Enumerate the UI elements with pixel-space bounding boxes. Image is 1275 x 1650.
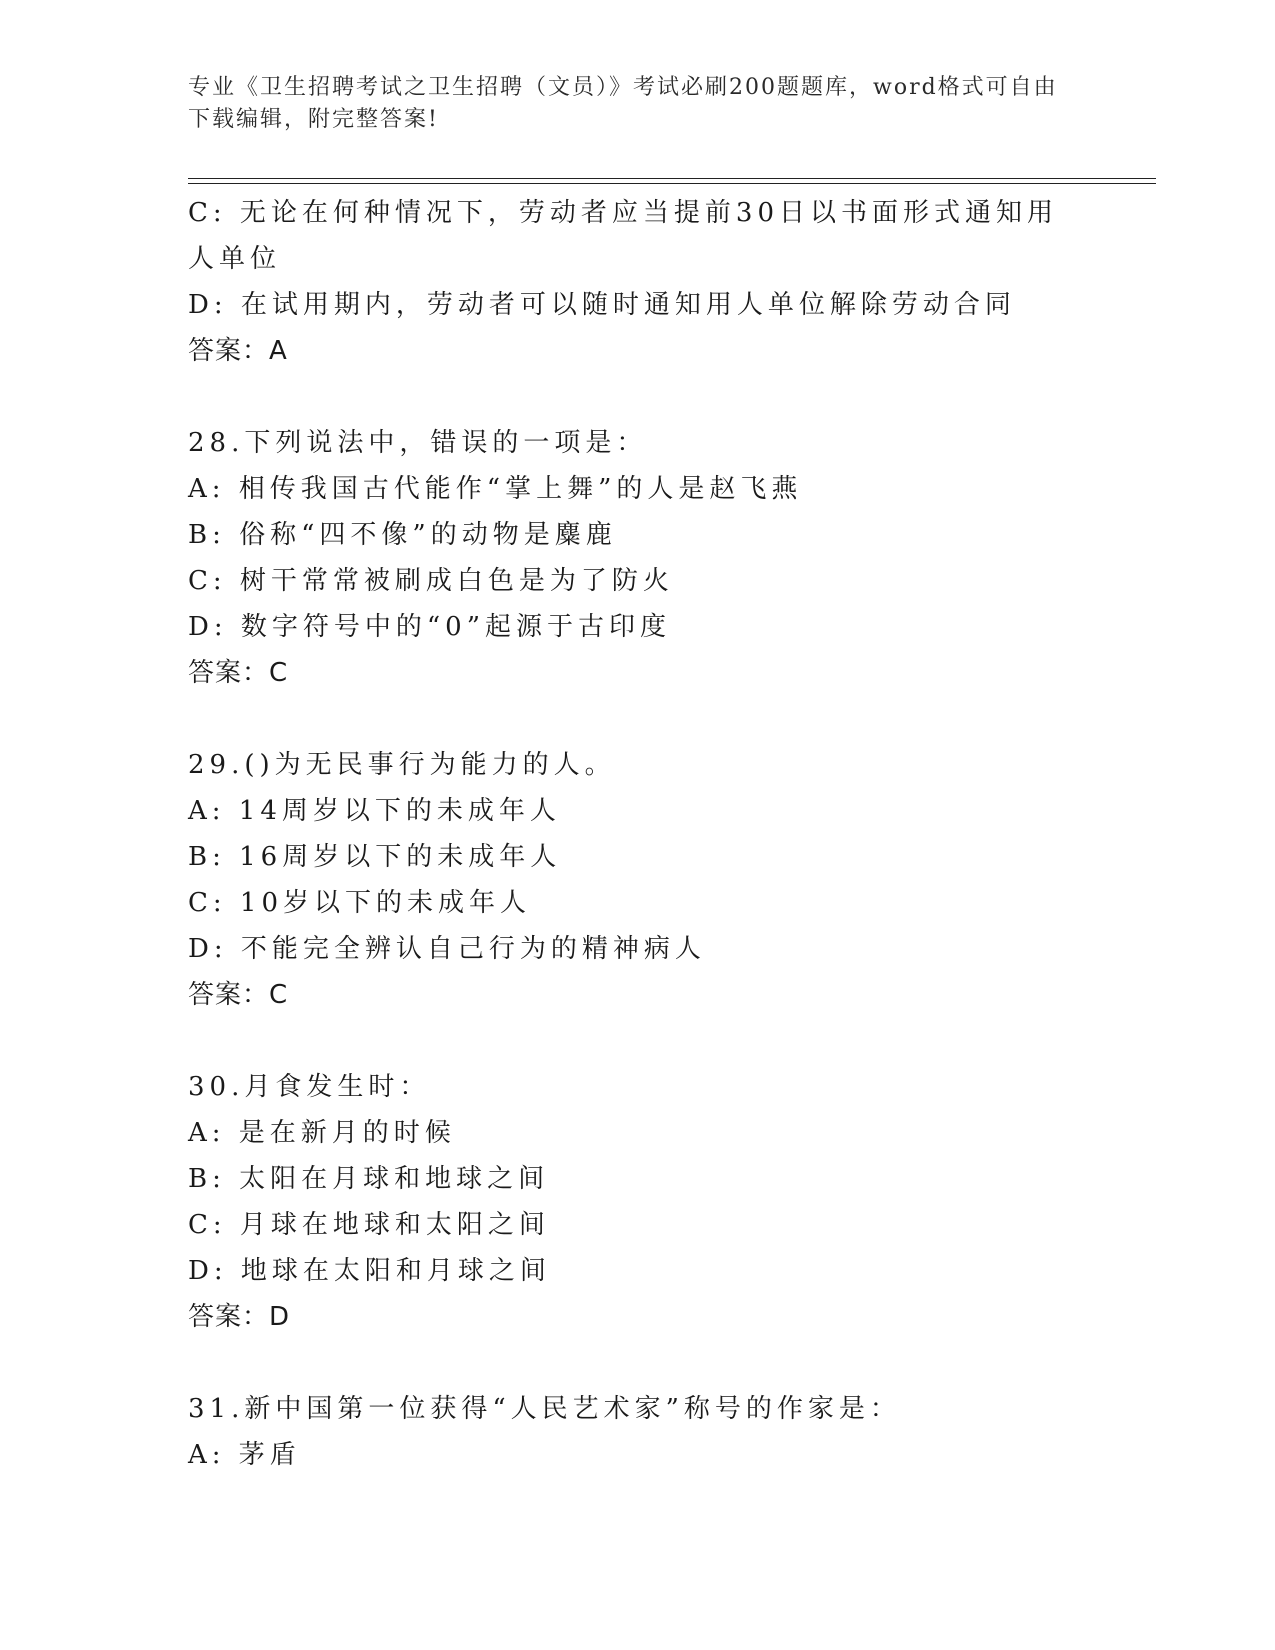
option-b: B: 16周岁以下的未成年人	[188, 842, 562, 872]
answer: 答案：A	[188, 336, 288, 366]
question-31	[188, 1386, 1068, 1478]
question-28	[188, 420, 1068, 696]
option-a: A: 14周岁以下的未成年人	[188, 796, 561, 826]
option-a: A: 相传我国古代能作“掌上舞”的人是赵飞燕	[188, 474, 803, 504]
question-27-continuation	[188, 190, 1068, 374]
question-stem: 30.月食发生时：	[188, 1072, 431, 1102]
question-stem: 28.下列说法中，错误的一项是：	[188, 428, 648, 458]
option-b: B: 俗称“四不像”的动物是麋鹿	[188, 520, 617, 550]
question-29	[188, 742, 1068, 1018]
question-stem: 31.新中国第一位获得“人民艺术家”称号的作家是：	[188, 1394, 901, 1424]
question-content	[188, 190, 1068, 1478]
answer: 答案：C	[188, 658, 289, 688]
answer: 答案：D	[188, 1302, 291, 1332]
option-d: D: 数字符号中的“0”起源于古印度	[188, 612, 671, 642]
option-c: C: 月球在地球和太阳之间	[188, 1210, 550, 1240]
header-rule-top	[188, 178, 1156, 179]
option-a: A: 是在新月的时候	[188, 1118, 456, 1148]
question-stem: 29.()为无民事行为能力的人。	[188, 750, 616, 780]
option-d: D: 不能完全辨认自己行为的精神病人	[188, 934, 706, 964]
question-30	[188, 1064, 1068, 1340]
answer: 答案：C	[188, 980, 289, 1010]
option-c: C: 10岁以下的未成年人	[188, 888, 532, 918]
option-d: D: 地球在太阳和月球之间	[188, 1256, 551, 1286]
option-b: B: 太阳在月球和地球之间	[188, 1164, 550, 1194]
option-a: A: 茅盾	[188, 1440, 301, 1470]
option-c: C: 无论在何种情况下，劳动者应当提前30日以书面形式通知用人单位	[188, 198, 1059, 274]
header-rule-bottom	[188, 183, 1156, 184]
option-c: C: 树干常常被刷成白色是为了防火	[188, 566, 674, 596]
document-header: 专业《卫生招聘考试之卫生招聘（文员）》考试必刷200题题库，word格式可自由下载编辑，附完整答案!	[188, 75, 1058, 132]
option-d: D: 在试用期内，劳动者可以随时通知用人单位解除劳动合同	[188, 290, 1016, 320]
